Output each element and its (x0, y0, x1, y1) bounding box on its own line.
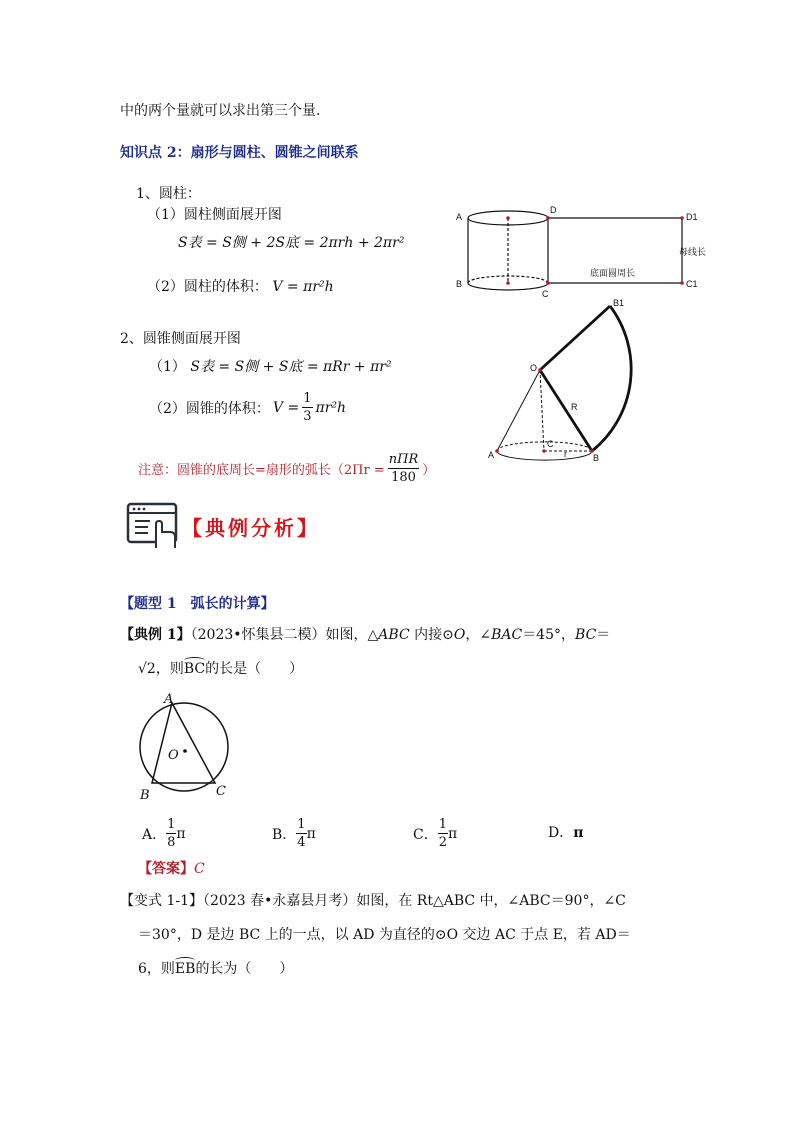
circle-label-C: C (216, 784, 226, 799)
option-num: 1 (438, 817, 447, 832)
section-heading: 知识点 2：扇形与圆柱、圆锥之间联系 (120, 145, 359, 161)
fraction-numerator: 1 (303, 391, 312, 406)
cone-note (138, 453, 435, 484)
cone-volume-rhs: πr²h (315, 399, 347, 416)
option-pi: π (176, 825, 186, 842)
cone-volume-fraction (302, 392, 312, 423)
hand-pointer-icon (126, 502, 182, 550)
label-D: D (550, 205, 557, 215)
example1-line2-b: 的长是（ ） (205, 661, 304, 677)
option-den: 2 (438, 835, 447, 850)
label-R: R (571, 402, 578, 412)
answer-value: C (194, 861, 205, 877)
cylinder-heading: 1、圆柱： (136, 186, 201, 202)
option-fraction (166, 818, 176, 849)
label-C: C (547, 439, 554, 449)
note-text: 注意：圆锥的底周长=扇形的弧长（2Πr = (138, 463, 385, 478)
option-b[interactable] (272, 818, 316, 849)
example1-text-a: （2023•怀集县二模）如图，△ (190, 627, 379, 643)
label-C1: C1 (686, 279, 698, 289)
option-fraction (296, 818, 306, 849)
option-letter: A． (142, 826, 167, 843)
fraction-denominator: 3 (303, 409, 312, 424)
example1-abc: ABC (378, 627, 410, 643)
cone-heading: 2、圆锥侧面展开图 (120, 331, 241, 347)
option-num: 1 (167, 817, 176, 832)
inscribed-triangle-figure (132, 692, 242, 804)
note-numerator: nΠR (388, 452, 419, 467)
base-circumference-label: 底面圆周长 (590, 268, 636, 278)
cone-volume-label: （2）圆锥的体积： (149, 400, 270, 417)
label-D1: D1 (686, 212, 698, 222)
option-letter: D． (548, 825, 574, 841)
circle-label-A: A (164, 692, 174, 707)
cylinder-unfold-figure (450, 200, 730, 300)
intro-line: 中的两个量就可以求出第三个量. (120, 103, 321, 119)
example-banner-label: 【典例分析】 (182, 515, 320, 540)
label-A: A (488, 450, 495, 460)
example1-bac: BAC (491, 627, 523, 643)
example1-answer (138, 858, 205, 878)
cone-volume (149, 392, 346, 423)
cone-area-formula: S表 = S侧 + S底 = πRr + πr² (190, 359, 392, 375)
note-suffix: ） (422, 463, 436, 478)
variant1-line3-a: 6，则 (138, 961, 175, 977)
cone-unfold-figure (485, 298, 645, 468)
option-c[interactable] (413, 818, 457, 849)
cone-volume-lhs: V = (272, 399, 300, 416)
label-C: C (542, 289, 549, 299)
example1-bc: BC (575, 627, 597, 643)
option-pi: π (573, 825, 584, 841)
cylinder-volume-label: （2）圆柱的体积： (147, 279, 268, 295)
generatrix-label: 母线长 (679, 247, 707, 257)
example1-o: O (453, 627, 466, 643)
note-denominator: 180 (391, 470, 416, 485)
option-letter: C． (413, 826, 438, 843)
option-den: 4 (297, 835, 306, 850)
label-B1: B1 (613, 298, 625, 308)
example1-line1 (120, 624, 610, 644)
option-a[interactable] (142, 818, 186, 849)
option-pi: π (306, 825, 316, 842)
example-banner (126, 502, 320, 550)
example1-sqrt: √2 (138, 661, 156, 677)
variant1-line2: ＝30°，D 是边 BC 上的一点，以 AD 为直径的⊙O 交边 AC 于点 E，若 AD＝ (138, 927, 631, 943)
arc-bc: BC (183, 661, 206, 677)
variant1-line3-b: 的长为（ ） (195, 961, 294, 977)
label-O: O (530, 363, 538, 373)
label-B: B (456, 279, 463, 289)
cone-area-label: （1） (149, 359, 186, 375)
example1-tag: 【典例 1】 (120, 627, 191, 643)
circle-label-O: O (168, 748, 179, 763)
arc-eb: EB (174, 961, 196, 977)
type1-title: 【题型 1 弧长的计算】 (120, 596, 275, 612)
option-num: 1 (297, 817, 306, 832)
note-fraction (388, 453, 420, 484)
cylinder-volume-formula: V = πr²h (272, 279, 334, 295)
example1-text-d: ＝45°， (522, 627, 576, 643)
example1-line2 (138, 658, 303, 678)
option-pi: π (448, 825, 458, 842)
cylinder-volume (147, 276, 334, 296)
cylinder-area-formula: S表 = S侧 + 2S底 = 2πrh + 2πr² (178, 235, 405, 251)
option-den: 8 (167, 835, 176, 850)
option-fraction (438, 818, 448, 849)
cylinder-item1: （1）圆柱侧面展开图 (147, 207, 282, 223)
label-A: A (456, 212, 463, 222)
option-letter: B． (272, 826, 297, 843)
example1-text-b: 内接⊙ (409, 627, 454, 643)
variant1-line3 (138, 958, 293, 978)
answer-label: 【答案】 (138, 861, 194, 877)
circle-label-B: B (140, 788, 150, 803)
example1-text-e: ＝ (596, 627, 611, 643)
example1-line2-a: ，则 (155, 661, 184, 677)
example1-text-c: ，∠ (465, 627, 492, 643)
option-d[interactable] (548, 822, 583, 842)
cone-area (149, 356, 392, 376)
label-r: r (564, 449, 567, 459)
variant1-line1: 【变式 1-1】（2023 春•永嘉县月考）如图，在 Rt△ABC 中，∠ABC＝90°，∠C (120, 893, 626, 909)
label-B: B (593, 453, 600, 463)
